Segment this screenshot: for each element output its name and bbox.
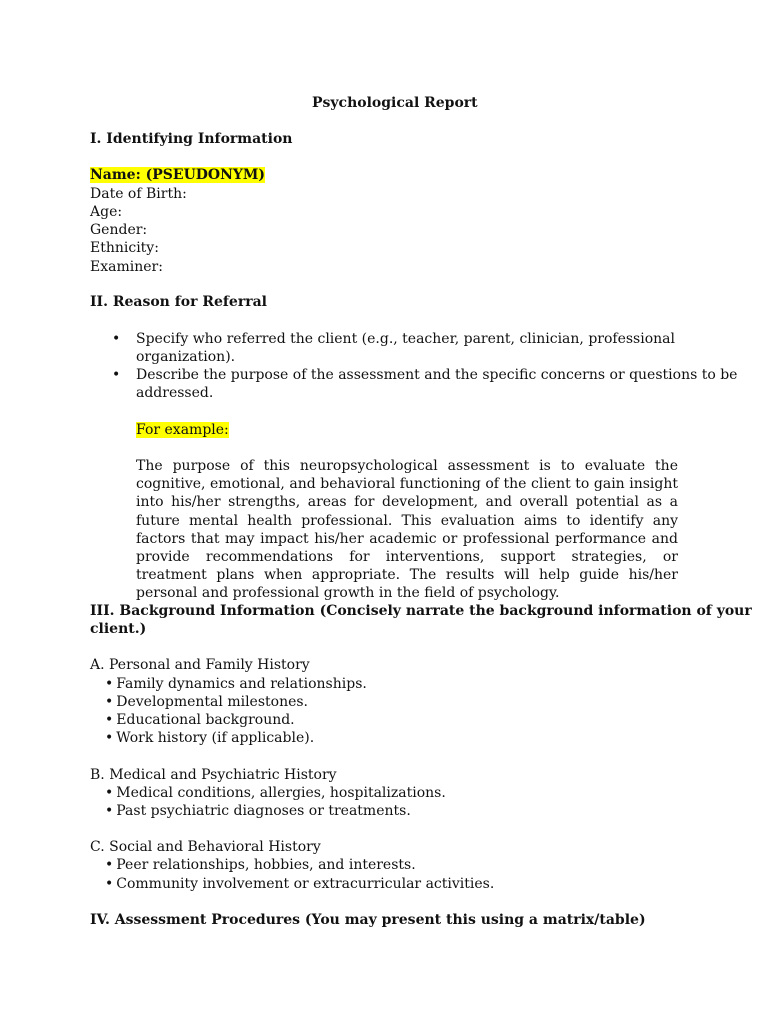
section-2-heading: II. Reason for Referral xyxy=(90,294,267,310)
example-paragraph: The purpose of this neuropsychological assessment is to evaluate the cognitive, emotional, and behavioral functioning of the client to gain insight into his/her strengths, areas for development, and overall potential as a future mental health professional. This evaluation aims to identify any factors that may impact his/her academic or professional performance and provide recommendations for interventions, support strategies, or treatment plans when appropriate. The results will help guide his/her personal and professional growth in the field of psychology. xyxy=(136,458,678,602)
list-item: • Medical conditions, allergies, hospitalizations. xyxy=(105,785,446,801)
gender-field-label: Gender: xyxy=(90,222,148,238)
referral-bullet-1-line-2: organization). xyxy=(136,349,236,365)
list-item: • Peer relationships, hobbies, and interests. xyxy=(105,857,416,873)
list-item: • Community involvement or extracurricular activities. xyxy=(105,876,495,892)
bullet-icon: • xyxy=(112,331,121,347)
bullet-icon: • xyxy=(105,730,114,746)
examiner-field-label: Examiner: xyxy=(90,259,163,275)
list-item: • Past psychiatric diagnoses or treatments. xyxy=(105,803,411,819)
bullet-icon: • xyxy=(105,712,114,728)
bullet-icon: • xyxy=(105,803,114,819)
referral-bullet-1-line-1: Specify who referred the client (e.g., teacher, parent, clinician, professional xyxy=(136,331,675,347)
list-item: • Family dynamics and relationships. xyxy=(105,676,367,692)
section-3-heading-line-1: III. Background Information (Concisely narrate the background information of your xyxy=(90,603,752,619)
subsection-b-title: B. Medical and Psychiatric History xyxy=(90,767,337,783)
bullet-icon: • xyxy=(105,785,114,801)
subsection-c-title: C. Social and Behavioral History xyxy=(90,839,321,855)
age-field-label: Age: xyxy=(90,204,123,220)
name-field-label: Name: (PSEUDONYM) xyxy=(90,167,266,183)
section-1-heading: I. Identifying Information xyxy=(90,131,293,147)
ethnicity-field-label: Ethnicity: xyxy=(90,240,159,256)
bullet-icon: • xyxy=(105,876,114,892)
section-3-heading-line-2: client.) xyxy=(90,621,147,637)
bullet-icon: • xyxy=(105,676,114,692)
list-item: • Work history (if applicable). xyxy=(105,730,315,746)
subsection-a-title: A. Personal and Family History xyxy=(90,657,310,673)
list-item: • Developmental milestones. xyxy=(105,694,309,710)
referral-bullet-2-line-1: Describe the purpose of the assessment and the specific concerns or questions to be xyxy=(136,367,738,383)
dob-field-label: Date of Birth: xyxy=(90,186,187,202)
list-item: • Educational background. xyxy=(105,712,295,728)
report-title: Psychological Report xyxy=(312,95,478,111)
bullet-icon: • xyxy=(105,857,114,873)
bullet-icon: • xyxy=(112,367,121,383)
bullet-icon: • xyxy=(105,694,114,710)
referral-bullet-2-line-2: addressed. xyxy=(136,385,214,401)
example-label: For example: xyxy=(136,422,229,438)
section-4-heading: IV. Assessment Procedures (You may present this using a matrix/table) xyxy=(90,912,646,928)
